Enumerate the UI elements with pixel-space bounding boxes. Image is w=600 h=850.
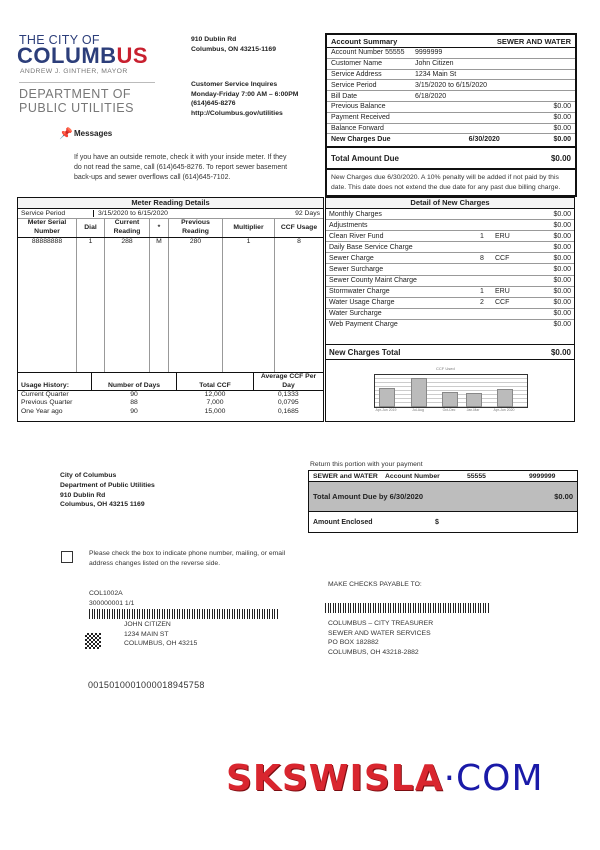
summary-row	[327, 113, 575, 124]
charge-name: Sewer Charge	[329, 254, 374, 262]
from-line2: Department of Public Utilities	[60, 481, 155, 489]
meter-title: Meter Reading Details	[18, 198, 323, 209]
cs-phone: (614)645-8276	[191, 100, 236, 108]
cell: 12,000	[204, 391, 226, 398]
remit-acct-label: Account Number	[385, 472, 440, 480]
new-charges-total	[326, 344, 574, 360]
charge-row	[326, 287, 574, 298]
row-value: 9999999	[415, 49, 443, 57]
summary-row	[327, 124, 575, 135]
row-value: 1234 Main St	[415, 70, 457, 78]
charge-name: Sewer County Maint Charge	[329, 277, 417, 285]
qr-code	[85, 633, 101, 649]
remit-acct-b: 9999999	[529, 472, 556, 480]
payable-line1: COLUMBUS – CITY TREASURER	[328, 620, 434, 627]
charge-unit: ERU	[495, 288, 510, 296]
summary-row	[327, 48, 575, 59]
cell: Current Quarter	[21, 391, 69, 398]
cell: 88	[130, 399, 138, 407]
charge-qty: 2	[480, 299, 484, 307]
payable-address	[328, 619, 433, 657]
charge-row	[326, 220, 574, 231]
return-portion-label: Return this portion with your payment	[310, 461, 423, 468]
address-change-text: Please check the box to indicate phone number, mailing, or email address changes listed on the reverse side.	[89, 550, 286, 567]
cell: 288	[105, 237, 150, 372]
charge-amount: $0.00	[553, 288, 571, 296]
row-amount: $0.00	[553, 103, 571, 111]
charges-total-value: $0.00	[550, 347, 571, 357]
charge-qty: 8	[480, 254, 484, 262]
charge-amount: $0.00	[553, 266, 571, 274]
remit-from-address	[60, 471, 155, 510]
logo-city-of: THE CITY OF	[19, 33, 100, 47]
charge-unit: CCF	[495, 299, 510, 307]
logo-columbus-a: COLUMB	[17, 43, 117, 68]
summary-row	[327, 59, 575, 70]
charge-unit: CCF	[495, 254, 510, 262]
row-value: John Citizen	[415, 60, 454, 68]
period-value: 3/15/2020 to 6/15/2020	[98, 210, 168, 217]
chart-x-label: Apr-Jun 2019	[375, 408, 397, 412]
row-label: Payment Received	[331, 114, 390, 122]
row-label: Balance Forward	[331, 124, 384, 132]
row-amount: $0.00	[553, 114, 571, 122]
cell: 15,000	[204, 407, 226, 415]
watermark	[226, 758, 544, 799]
cell: 1	[223, 237, 275, 372]
col-serial: Meter Serial Number	[18, 219, 77, 237]
logo-columbus	[17, 44, 148, 68]
row-value: 3/15/2020 to 6/15/2020	[415, 81, 488, 89]
charge-qty: 1	[480, 232, 484, 240]
charge-amount: $0.00	[553, 232, 571, 240]
service-type: SEWER AND WATER	[496, 36, 571, 46]
charge-amount: $0.00	[553, 254, 571, 262]
charge-name: Daily Base Service Charge	[329, 243, 413, 251]
messages-title: Messages	[74, 129, 113, 138]
chart-bar	[379, 388, 395, 407]
row-value: 6/18/2020	[415, 92, 447, 100]
table-row	[18, 237, 323, 372]
charge-name: Web Payment Charge	[329, 321, 398, 329]
remittance-box	[308, 470, 578, 533]
charge-row	[326, 276, 574, 287]
charge-row	[326, 298, 574, 309]
charge-name: Adjustments	[329, 221, 368, 229]
charge-row	[326, 242, 574, 253]
remit-acct-a: 55555	[467, 472, 486, 480]
table-row	[18, 391, 323, 400]
watermark-main: SKSWISLA	[226, 758, 444, 799]
charge-row	[326, 309, 574, 320]
customer-service	[191, 80, 298, 118]
cs-url[interactable]: http://Columbus.gov/utilities	[191, 109, 283, 117]
table-row	[18, 399, 323, 407]
address-change-checkbox[interactable]	[61, 551, 73, 563]
cs-hours: Monday-Friday 7:00 AM – 6:00PM	[191, 90, 299, 98]
scanline: 0015010001000018945758	[88, 680, 205, 690]
charge-qty: 1	[480, 288, 484, 296]
charge-amount: $0.00	[553, 210, 571, 218]
row-label: Service Period	[331, 81, 377, 89]
charge-row	[326, 231, 574, 242]
chart-bar	[497, 389, 513, 407]
penalty-note: New Charges due 6/30/2020. A 10% penalty will be added if not paid by this date. This date does not extend the due date for any past due billing charge.	[331, 174, 561, 191]
usage-history-table	[18, 372, 323, 416]
mail-street: 1234 MAIN ST	[124, 630, 169, 638]
col-previous: Previous Reading	[169, 219, 223, 237]
row-amount: $0.00	[553, 135, 571, 143]
cs-title: Customer Service Inquires	[191, 81, 278, 88]
meter-table	[18, 219, 323, 372]
charge-name: Stormwater Charge	[329, 288, 390, 296]
remit-total-value: $0.00	[554, 492, 573, 501]
mail-code1: COL1002A	[89, 590, 123, 597]
mailing-address	[124, 620, 197, 649]
meter-service-period	[18, 209, 323, 219]
period-days: 92 Days	[295, 210, 320, 217]
payable-line2: SEWER AND WATER SERVICES	[328, 629, 431, 637]
row-label: Previous Balance	[331, 103, 386, 111]
mail-code2: 300000001 1/1	[89, 599, 135, 607]
row-label: Bill Date	[331, 92, 358, 100]
row-label: Account Number 55555	[331, 49, 405, 57]
chart-bar	[442, 392, 458, 407]
charge-amount: $0.00	[553, 321, 571, 329]
col-multiplier: Multiplier	[223, 219, 275, 237]
col-total: Total CCF	[177, 373, 254, 391]
enclosed-input[interactable]: $	[435, 518, 439, 526]
summary-row	[327, 102, 575, 113]
cell: 0,0795	[277, 399, 299, 407]
charge-name: Monthly Charges	[329, 210, 382, 218]
payable-line3: PO BOX 182882	[328, 639, 379, 646]
period-label: Service Period	[18, 210, 94, 217]
chart-bar	[466, 393, 482, 407]
logo-columbus-us: US	[116, 43, 149, 68]
cell: 7,000	[206, 399, 224, 407]
charge-row	[326, 320, 574, 330]
cell: Previous Quarter	[21, 399, 73, 407]
charge-name: Water Surcharge	[329, 310, 382, 318]
enclosed-label: Amount Enclosed	[313, 518, 373, 526]
row-value: 6/30/2020	[468, 135, 500, 143]
col-usage: Usage History:	[18, 373, 92, 391]
address-line2: Columbus, ON 43215-1169	[191, 46, 276, 53]
postal-barcode	[89, 609, 279, 619]
table-row	[18, 408, 323, 416]
logo-department	[19, 88, 134, 115]
pushpin-icon: 📌	[59, 128, 73, 140]
col-ccf: CCF Usage	[275, 219, 324, 237]
logo-mayor: ANDREW J. GINTHER, MAYOR	[20, 68, 128, 75]
charge-amount: $0.00	[553, 221, 571, 229]
cell: 0,1685	[277, 407, 299, 415]
chart-x-label: Apr-Jun 2020	[493, 408, 515, 412]
payable-line4: COLUMBUS, OH 43218-2882	[328, 648, 419, 656]
charge-unit: ERU	[495, 232, 510, 240]
charges-total-label: New Charges Total	[329, 347, 401, 357]
col-dial: Dial	[77, 219, 105, 237]
from-line3: 910 Dublin Rd	[60, 491, 106, 499]
charge-row	[326, 264, 574, 275]
summary-row	[327, 134, 575, 144]
watermark-dot: ·COM	[443, 758, 544, 799]
chart-title: CCF Used	[436, 366, 455, 371]
row-amount: $0.00	[553, 124, 571, 132]
cell: M	[150, 237, 169, 372]
amount-enclosed	[309, 512, 577, 532]
chart-bar	[411, 378, 427, 407]
charge-row	[326, 209, 574, 220]
chart-x-label: Jul-Aug	[412, 408, 424, 412]
account-summary-title: Account Summary	[331, 36, 398, 46]
cell: 90	[130, 391, 138, 398]
address-line1: 910 Dublin Rd	[191, 36, 237, 43]
cell: 90	[130, 407, 138, 415]
charge-name: Water Usage Charge	[329, 299, 395, 307]
chart-x-label: Oct-Dec	[442, 408, 456, 412]
col-flag: *	[150, 219, 169, 237]
remit-total-due	[309, 481, 577, 512]
summary-row	[327, 70, 575, 81]
charges-title: Detail of New Charges	[326, 198, 574, 209]
cell: 0,1333	[277, 391, 299, 398]
charge-amount: $0.00	[553, 310, 571, 318]
summary-row	[327, 91, 575, 102]
charge-name: Clean River Fund	[329, 232, 384, 240]
detail-of-new-charges	[325, 197, 575, 422]
charge-amount: $0.00	[553, 243, 571, 251]
charge-row	[326, 253, 574, 264]
col-avg: Average CCF Per Day	[254, 373, 324, 391]
mail-city: COLUMBUS, OH 43215	[124, 640, 198, 647]
remit-total-label: Total Amount Due by 6/30/2020	[313, 492, 424, 501]
dept-line2: PUBLIC UTILITIES	[19, 100, 134, 115]
logo-divider	[19, 82, 155, 83]
cell: One Year ago	[21, 407, 63, 415]
cell: 280	[169, 237, 223, 372]
charge-amount: $0.00	[553, 277, 571, 285]
meter-reading-details	[17, 197, 324, 422]
cell: 88888888	[31, 237, 63, 245]
from-line1: City of Columbus	[60, 472, 117, 479]
payable-label: MAKE CHECKS PAYABLE TO:	[328, 581, 422, 588]
ccf-usage-chart	[374, 374, 528, 408]
total-label: Total Amount Due	[331, 153, 399, 163]
row-label: Customer Name	[331, 60, 382, 68]
header-address	[191, 35, 276, 55]
remit-service: SEWER and WATER	[313, 472, 378, 480]
mail-name: JOHN CITIZEN	[124, 621, 171, 628]
account-summary-header	[327, 35, 575, 48]
cell: 1	[77, 237, 105, 372]
charge-amount: $0.00	[553, 299, 571, 307]
remit-header	[309, 470, 577, 481]
chart-x-label: Jan-Mar	[466, 408, 480, 412]
from-line4: Columbus, OH 43215 1169	[60, 501, 145, 509]
cell: 8	[275, 237, 324, 372]
dept-line1: DEPARTMENT OF	[19, 87, 132, 101]
total-amount-due	[327, 146, 575, 170]
account-summary	[325, 33, 577, 197]
row-label: Service Address	[331, 70, 382, 78]
col-days: Number of Days	[92, 373, 177, 391]
col-current: Current Reading	[105, 219, 150, 237]
total-value: $0.00	[550, 153, 571, 163]
payable-barcode	[325, 603, 490, 613]
row-label: New Charges Due	[331, 135, 391, 143]
charge-name: Sewer Surcharge	[329, 266, 384, 274]
summary-row	[327, 80, 575, 91]
messages-body: If you have an outside remote, check it with your inside meter. If they do not read the same, call (614)645-8276. To report sewer basement back-ups and sewer overflows call (614)645-7102.	[74, 154, 288, 181]
mailing-codes	[89, 589, 134, 608]
